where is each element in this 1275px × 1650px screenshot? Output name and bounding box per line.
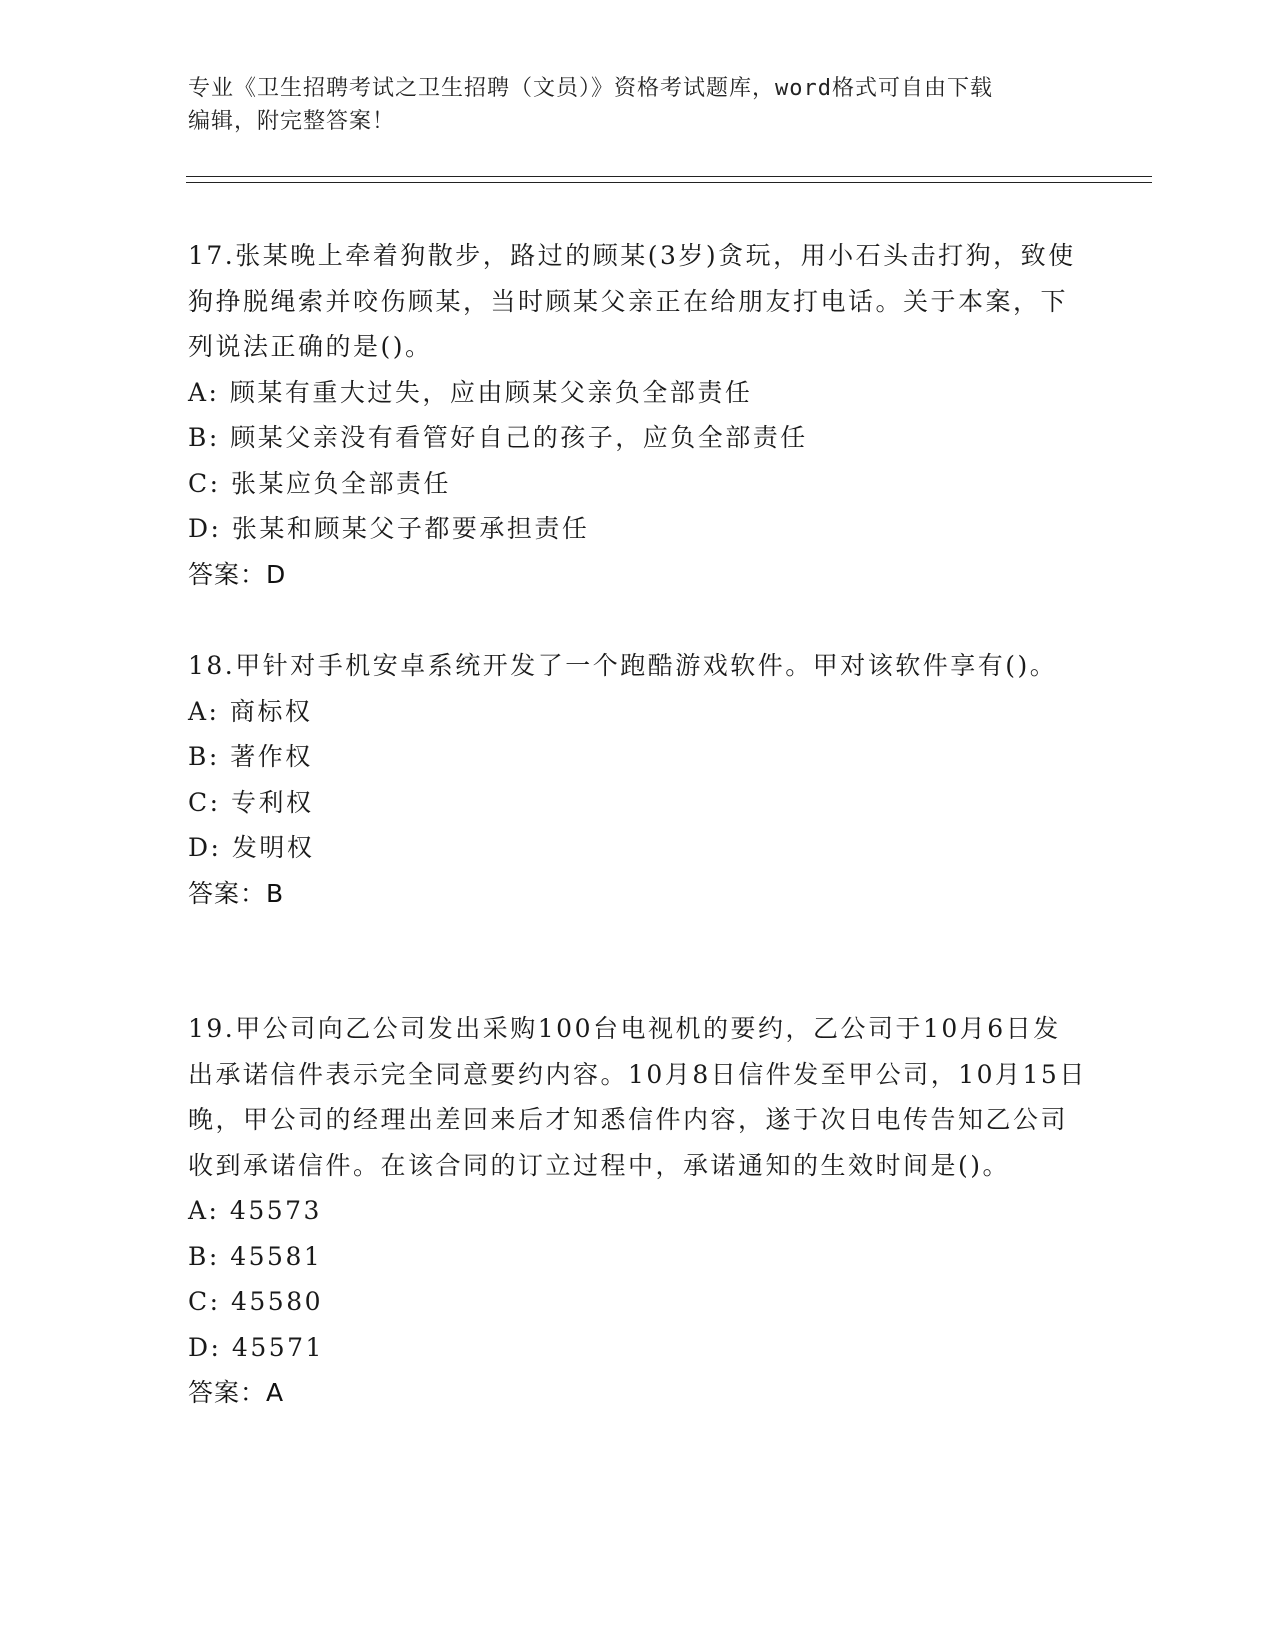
header-line-1: 专业《卫生招聘考试之卫生招聘（文员）》资格考试题库，word格式可自由下载 — [188, 76, 993, 101]
header-divider-bottom — [186, 182, 1152, 183]
header-line-2: 编辑，附完整答案！ — [188, 109, 396, 134]
option-a: A: 顾某有重大过失，应由顾某父亲负全部责任 — [188, 377, 753, 407]
question-stem: 18.甲针对手机安卓系统开发了一个跑酷游戏软件。甲对该软件享有()。 — [188, 651, 1058, 680]
option-b: B: 著作权 — [188, 742, 313, 771]
question-19 — [188, 1006, 1088, 1416]
option-c: C: 张某应负全部责任 — [188, 468, 451, 498]
question-stem: 19.甲公司向乙公司发出采购100台电视机的要约，乙公司于10月6日发出承诺信件表示完全同意要约内容。10月8日信件发至甲公司，10月15日晚，甲公司的经理出差回来后才知悉信件内容，遂于次日电传告知乙公司收到承诺信件。在该合同的订立过程中，承诺通知的生效时间是()。 — [188, 1014, 1087, 1180]
option-c: C: 45580 — [188, 1287, 324, 1316]
option-d: D: 发明权 — [188, 833, 315, 862]
option-d: D: 45571 — [188, 1332, 324, 1362]
document-header — [188, 72, 1088, 138]
option-d: D: 张某和顾某父子都要承担责任 — [188, 514, 590, 543]
option-c: C: 专利权 — [188, 787, 314, 817]
question-17 — [188, 233, 1088, 597]
answer-line: 答案：D — [188, 559, 287, 589]
option-a: A: 商标权 — [188, 696, 313, 726]
answer-line: 答案：B — [188, 878, 285, 908]
header-divider-top — [186, 176, 1152, 177]
option-b: B: 45581 — [188, 1241, 323, 1271]
question-stem: 17.张某晚上牵着狗散步，路过的顾某(3岁)贪玩，用小石头击打狗，致使狗挣脱绳索并咬伤顾某，当时顾某父亲正在给朋友打电话。关于本案，下列说法正确的是()。 — [188, 241, 1076, 361]
option-a: A: 45573 — [188, 1196, 322, 1225]
question-18 — [188, 643, 1088, 916]
answer-line: 答案：A — [188, 1378, 285, 1407]
option-b: B: 顾某父亲没有看管好自己的孩子，应负全部责任 — [188, 423, 808, 452]
